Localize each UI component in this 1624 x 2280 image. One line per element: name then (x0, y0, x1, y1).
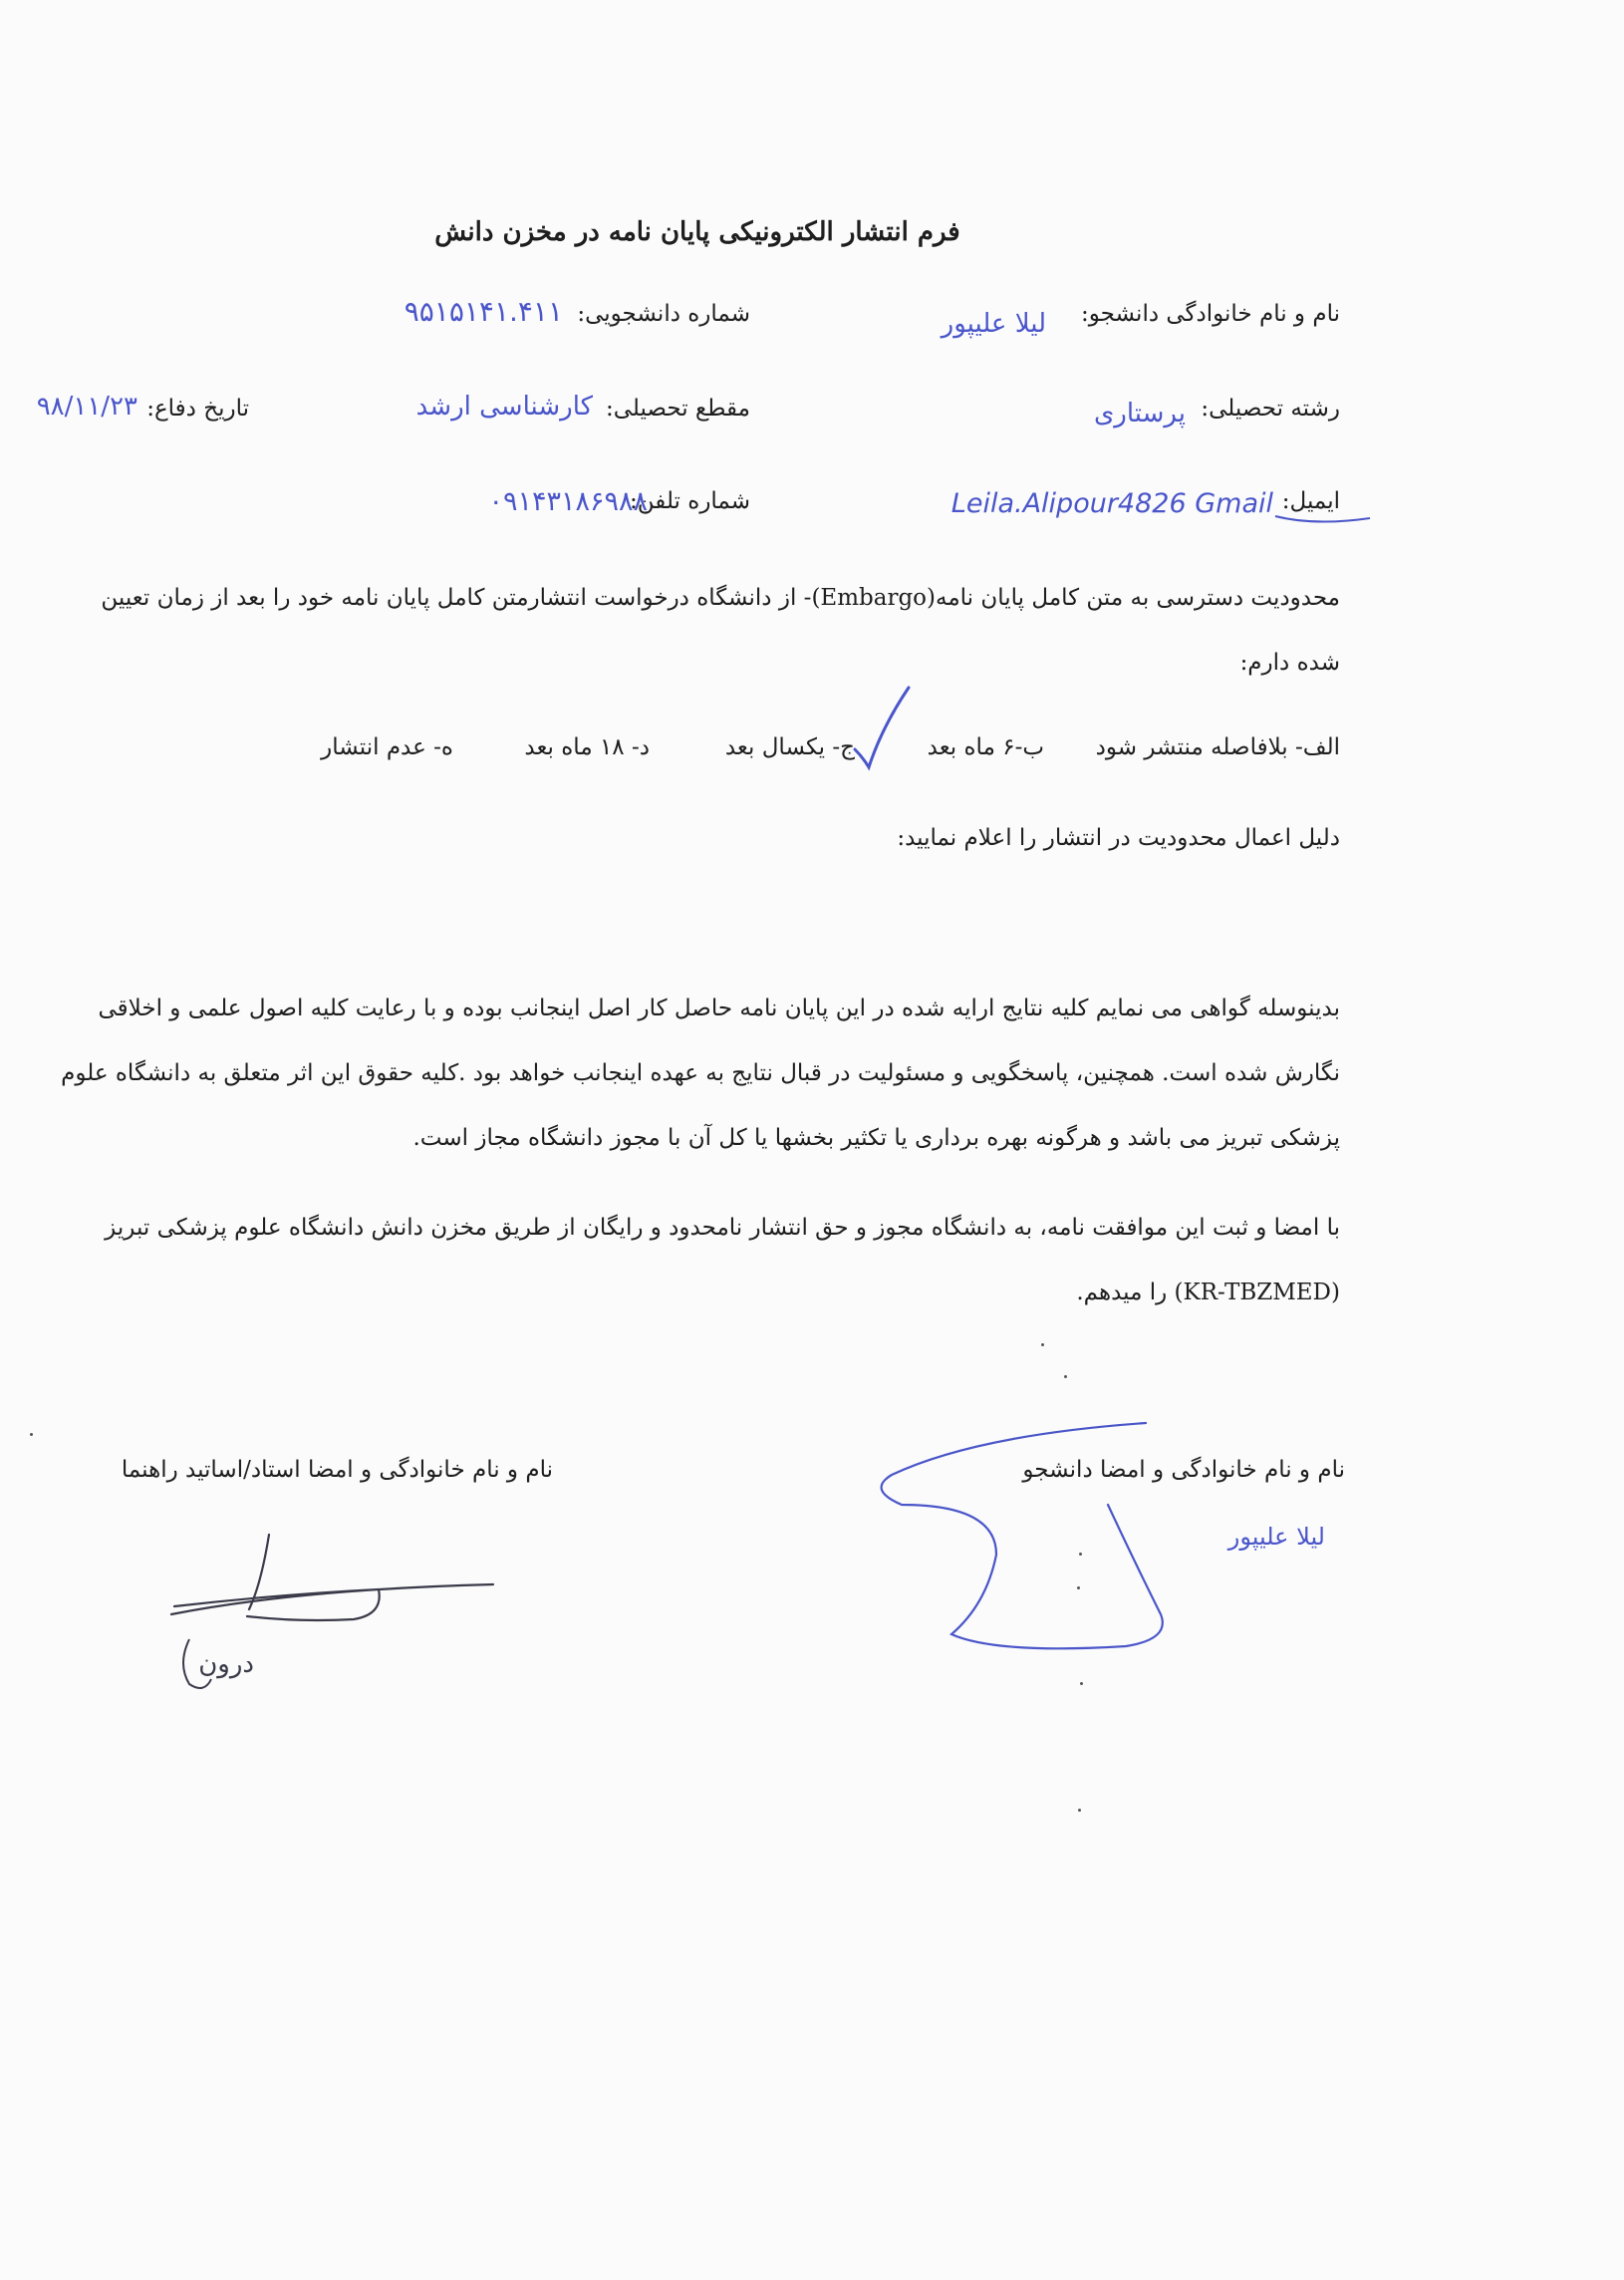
supervisor-signature (171, 1535, 493, 1620)
email-label: ایمیل: (1281, 488, 1340, 514)
phone-value: ۰۹۱۴۳۱۸۶۹۸۸ (488, 486, 648, 517)
email-underline (1275, 516, 1370, 522)
student-number-value: ۹۵۱۵۱۴۱.۴۱۱ (404, 295, 563, 328)
phone-label: شماره تلفن: (630, 488, 750, 514)
supervisor-handwritten-name: درون (198, 1649, 254, 1679)
option-1-year: ج- یکسال بعد (724, 734, 855, 760)
degree-level-value: کارشناسی ارشد (415, 392, 593, 422)
defense-date-value: ۹۸/۱۱/۲۳ (36, 392, 137, 422)
option-6-months: ب-۶ ماه بعد (927, 734, 1044, 760)
scan-speck (1080, 1682, 1083, 1685)
license-line-2: (KR-TBZMED) را میدهم. (1076, 1280, 1340, 1305)
embargo-line-2: شده دارم: (1239, 650, 1340, 676)
option-no-publish: ه- عدم انتشار (321, 734, 453, 760)
field-of-study-label: رشته تحصیلی: (1201, 396, 1340, 422)
supervisor-signature-label: نام و نام خانوادگی و امضا استاد/اساتید راهنما (121, 1457, 553, 1483)
declaration-line-2: نگارش شده است. همچنین، پاسخگویی و مسئولیت در قبال نتایج به عهده اینجانب خواهد بود .کلیه حقوق این اثر متعلق به دانشگاه علوم (61, 1060, 1340, 1086)
student-name-label: نام و نام خانوادگی دانشجو: (1081, 301, 1340, 327)
student-handwritten-name: لیلا علیپور (1227, 1523, 1325, 1551)
option-immediate: الف- بلافاصله منتشر شود (1095, 734, 1340, 760)
student-signature-label: نام و نام خانوادگی و امضا دانشجو (1022, 1457, 1345, 1483)
license-line-1: با امضا و ثبت این موافقت نامه، به دانشگاه مجوز و حق انتشار نامحدود و رایگان از طریق مخزن دانش دانشگاه علوم پزشکی تبریز (105, 1215, 1340, 1241)
supervisor-initial (183, 1639, 211, 1688)
declaration-line-3: پزشکی تبریز می باشد و هرگونه بهره برداری یا تکثیر بخشها یا کل آن با مجوز دانشگاه مجاز است. (412, 1125, 1340, 1151)
degree-level-label: مقطع تحصیلی: (605, 396, 750, 422)
embargo-reason-label: دلیل اعمال محدودیت در انتشار را اعلام نمایید: (897, 825, 1340, 851)
student-name-value: لیلا علیپور (941, 309, 1046, 339)
option-18-months: د- ۱۸ ماه بعد (524, 734, 650, 760)
scan-speck (1079, 1553, 1082, 1556)
email-value: Leila.Alipour4826 Gmail (950, 488, 1273, 519)
declaration-line-1: بدینوسله گواهی می نمایم کلیه نتایج ارایه شده در این پایان نامه حاصل کار اصل اینجانب بوده و با رعایت کلیه اصول علمی و اخلاقی (98, 996, 1340, 1021)
checkmark-icon (855, 688, 909, 767)
scan-speck (1077, 1586, 1080, 1589)
embargo-line-1: محدودیت دسترسی به متن کامل پایان نامه(Embargo)- از دانشگاه درخواست انتشارمتن کامل پایان نامه خود را بعد از زمان تعیین (101, 585, 1340, 611)
field-of-study-value: پرستاری (1093, 399, 1186, 428)
scan-speck (1064, 1375, 1067, 1378)
scan-speck (1041, 1343, 1044, 1346)
scan-speck (1078, 1809, 1081, 1812)
scan-speck (30, 1433, 33, 1436)
student-signature (882, 1423, 1163, 1648)
form-title: فرم انتشار الکترونیکی پایان نامه در مخزن دانش (434, 217, 960, 247)
student-number-label: شماره دانشجویی: (577, 301, 750, 327)
defense-date-label: تاریخ دفاع: (146, 396, 249, 422)
